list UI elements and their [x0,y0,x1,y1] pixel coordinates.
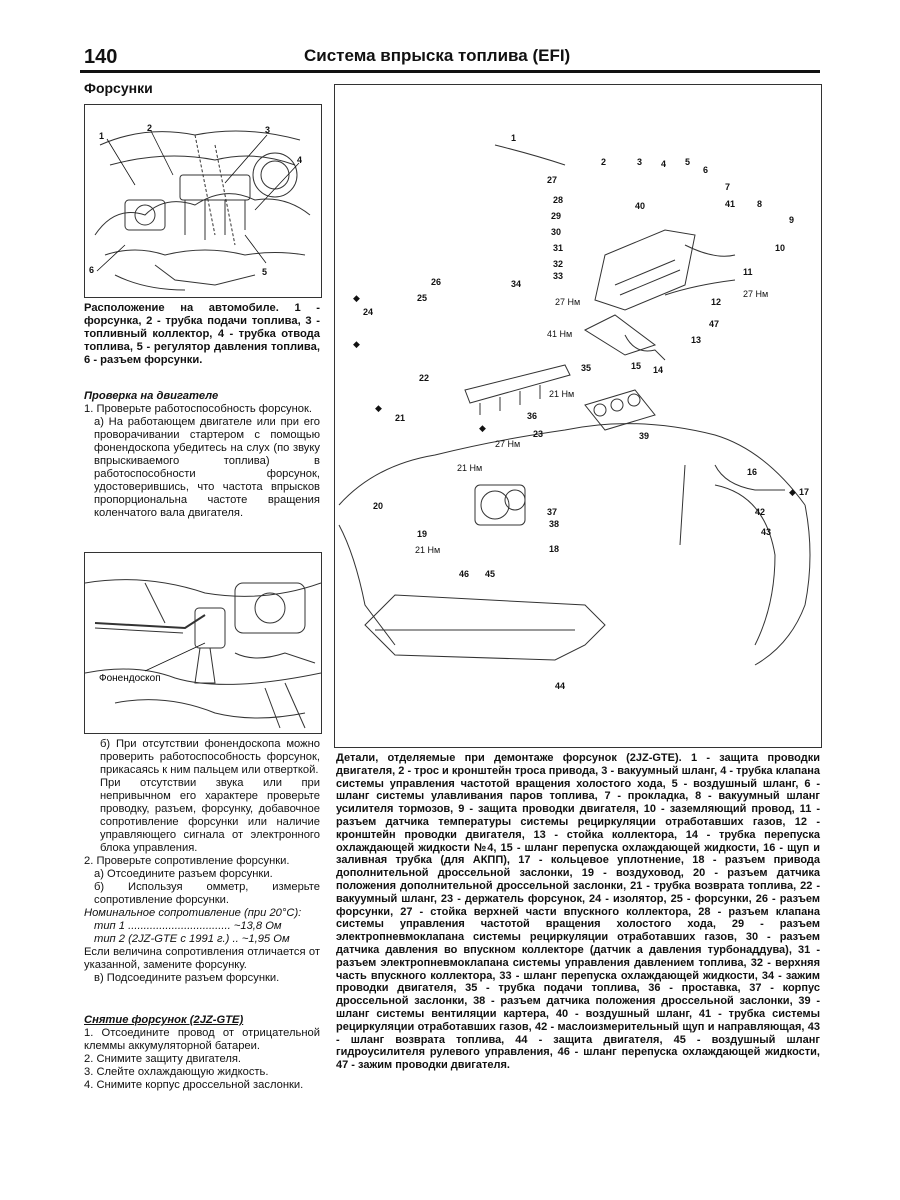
torque-label-7: 21 Нм [415,545,441,555]
check-section [84,390,320,520]
header-rule [80,70,820,73]
main-callout-29: 29 [551,211,562,221]
main-callout-31: 31 [553,243,564,253]
main-callout-12: 12 [711,297,722,307]
check-step1a: а) На работающем двигателе или при его проворачивании стартером с помощью фонендоскопа убедитесь на слух (по звуку впрыскиваемого топлива) в работоспособности форсунок, удостоверившись, что частота впрысков пропорциональна частоте вращения коленчатого вала двигателя. [94,416,320,519]
main-callout-1: 1 [511,133,517,143]
main-callout-23: 23 [533,429,544,439]
torque-label-5: 27 Нм [495,439,521,449]
page-header-title: Система впрыска топлива (EFI) [304,46,571,65]
stethoscope-figure [84,552,322,734]
figure1-caption-bold: Расположение на автомобиле. [84,302,279,314]
main-callout-45: 45 [485,569,496,579]
main-callout-5: 5 [685,157,691,167]
main-callout-10: 10 [775,243,786,253]
replace-injector-note: Если величина сопротивления отличается от указанной, замените форсунку. [84,946,320,971]
removal-heading: Снятие форсунок (2JZ-GTE) [84,1014,244,1026]
main-callout-44: 44 [555,681,566,691]
main-callout-38: 38 [549,519,560,529]
check-step1b2: При отсутствии звука или при непривычном его характере проверьте проводку, разъем, форсунку, добавочное сопротивление форсунки или наличие управляющего сигнала от электронного блока управления. [100,777,320,854]
replace-marker-1: ◆ [353,293,360,303]
fig1-callout-2: 2 [147,123,153,133]
main-callout-7: 7 [725,182,731,192]
page-number: 140 [84,46,118,68]
figure1-caption [84,302,320,367]
main-callout-4: 4 [661,159,667,169]
main-callout-30: 30 [551,227,562,237]
main-callout-22: 22 [419,373,430,383]
fig1-callout-1: 1 [99,131,105,141]
main-callout-18: 18 [549,544,560,554]
main-callout-8: 8 [757,199,763,209]
main-callout-16: 16 [747,467,758,477]
main-callout-19: 19 [417,529,428,539]
main-callout-13: 13 [691,335,702,345]
resistance-type1: тип 1 ................................. ~13,8 Ом [94,920,282,932]
torque-label-2: 27 Нм [555,297,581,307]
main-callout-41: 41 [725,199,736,209]
main-callout-46: 46 [459,569,470,579]
check-step1b: б) При отсутствии фонендоскопа можно проверить работоспособность форсунок, прикасаясь к ним пальцем или отверткой. [100,738,320,776]
check-step2b: б) Используя омметр, измерьте сопротивление форсунки. [94,881,320,906]
main-callout-37: 37 [547,507,558,517]
main-callout-33: 33 [553,271,564,281]
removal-step2: 2. Снимите защиту двигателя. [84,1053,242,1065]
main-callout-43: 43 [761,527,772,537]
stethoscope-label: Фонендоскоп [99,673,161,684]
main-callout-14: 14 [653,365,664,375]
check-heading: Проверка на двигателе [84,390,219,402]
removal-step3: 3. Слейте охлаждающую жидкость. [84,1066,269,1078]
nominal-resistance-label: Номинальное сопротивление (при 20°С): [84,907,302,919]
removal-step1: 1. Отсоедините провод от отрицательной клеммы аккумуляторной батареи. [84,1027,320,1052]
resistance-type2: тип 2 (2JZ-GTE с 1991 г.) .. ~1,95 Ом [94,933,290,945]
main-figure-caption: Детали, отделяемые при демонтаже форсунок (2JZ-GTE). 1 - защита проводки двигателя, 2 - трос и кронштейн троса привода, 3 - вакуумный шланг, 4 - трубка клапана системы управления частотой вращения холостого хода, 5 - воздушный шланг, 6 - шланг системы улавливания паров топлива, 7 - прокладка, 8 - вакуумный шланг усилителя тормозов, 9 - защита проводки двигателя, 10 - заземляющий провод, 11 - разъем датчика температуры системы рециркуляции отработавших газов, 12 - кронштейн проводки двигателя, 13 - стойка коллектора, 14 - трубка перепуска охлаждающей жидкости №4, 15 - шланг перепуска охлаждающей жидкости, 16 - щуп и заливная трубка (для АКПП), 17 - кольцевое уплотнение, 18 - разъем привода дополнительной дроссельной заслонки, 19 - воздуховод, 20 - разъем датчика положения дополнительной дроссельной заслонки, 21 - трубка возврата топлива, 22 - вакуумный шланг, 23 - держатель форсунок, 24 - изолятор, 25 - форсунки, 26 - разъем форсунки, 27 - стойка верхней части впускного коллектора, 28 - разъем клапана системы управления частотой вращения холостого хода, 29 - разъем электропневмоклапана системы рециркуляции отработавших газов, 30 - разъем датчика давления во впускном коллекторе (датчик а давления турбонаддува), 31 - разъем электропневмоклапана системы управления давлением топлива, 32 - верхняя часть впускного коллектора, 33 - шланг перепуска охлаждающей жидкости, 34 - зажим проводки двигателя, 35 - трубка подачи топлива, 36 - проставка, 37 - корпус дроссельной заслонки, 38 - разъем датчика положения дроссельной заслонки, 39 - шланг системы вентиляции картера, 40 - воздушный шланг, 41 - трубка системы рециркуляции отработавших газов, 42 - маслоизмерительный щуп и направляющая, 43 - шланг возврата топлива, 44 - защита двигателя, 45 - воздушный шланг гидроусилителя рулевого управления, 46 - шланг перепуска охлаждающей жидкости, 47 - зажим проводки двигателя. [336,752,820,1072]
main-callout-40: 40 [635,201,646,211]
figure1-caption-text: 1 - форсунка, 2 - трубка подачи топлива, 3 - топливный коллектор, 4 - трубка отвода топлива, 5 - регулятор давления топлива, 6 - разъем форсунки. [84,302,321,366]
check-continued [84,738,320,985]
engine-location-figure [84,104,322,298]
main-callout-2: 2 [601,157,607,167]
replace-marker-2: ◆ [353,339,360,349]
replace-marker-4: ◆ [479,423,486,433]
section-title: Форсунки [84,80,153,96]
removal-step4: 4. Снимите корпус дроссельной заслонки. [84,1079,304,1091]
fig1-callout-6: 6 [89,265,95,275]
main-callout-21: 21 [395,413,406,423]
main-callout-35: 35 [581,363,592,373]
check-step2: 2. Проверьте сопротивление форсунки. [84,855,290,867]
main-callout-36: 36 [527,411,538,421]
exploded-view-figure [334,84,822,748]
main-callout-25: 25 [417,293,428,303]
fig1-callout-4: 4 [297,155,303,165]
main-callout-6: 6 [703,165,709,175]
fig1-callout-5: 5 [262,267,268,277]
check-step2v: в) Подсоедините разъем форсунки. [94,972,280,984]
main-callout-9: 9 [789,215,795,225]
main-callout-28: 28 [553,195,564,205]
stethoscope-drawing [85,553,321,733]
check-step2a: а) Отсоедините разъем форсунки. [94,868,273,880]
main-callout-39: 39 [639,431,650,441]
main-callout-47: 47 [709,319,720,329]
replace-marker-5: ◆ [789,487,796,497]
main-callout-24b: 24 [363,307,374,317]
main-callout-15: 15 [631,361,642,371]
main-callout-26: 26 [431,277,442,287]
exploded-view-drawing [335,85,821,747]
replace-marker-3: ◆ [375,403,382,413]
main-callout-3: 3 [637,157,643,167]
removal-section [84,1014,320,1092]
main-callout-32: 32 [553,259,564,269]
main-callout-34: 34 [511,279,522,289]
torque-label-4: 21 Нм [549,389,575,399]
engine-location-drawing [85,105,321,297]
main-callout-27: 27 [547,175,558,185]
main-callout-20: 20 [373,501,384,511]
fig1-callout-3: 3 [265,125,271,135]
torque-label-3: 41 Нм [547,329,573,339]
main-callout-17: 17 [799,487,810,497]
torque-label-6: 21 Нм [457,463,483,473]
main-callout-42: 42 [755,507,766,517]
check-step1: 1. Проверьте работоспособность форсунок. [84,403,313,415]
torque-label-1: 27 Нм [743,289,769,299]
main-callout-11: 11 [743,267,753,277]
